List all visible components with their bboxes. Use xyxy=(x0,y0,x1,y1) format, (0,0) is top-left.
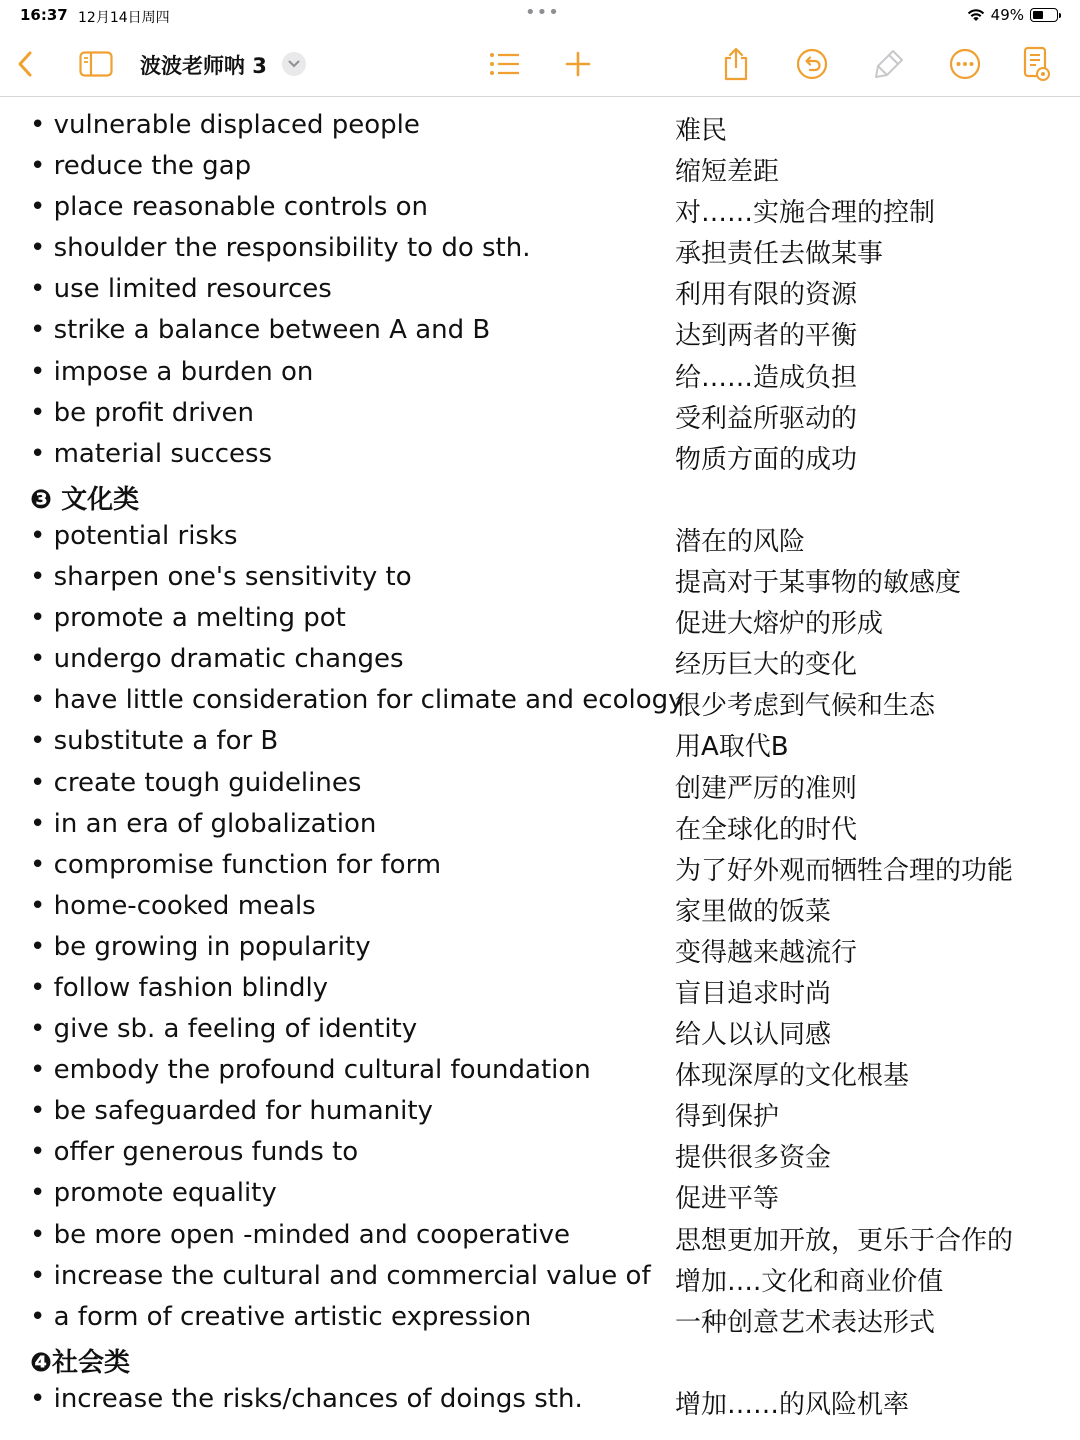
wifi-icon xyxy=(967,8,985,22)
chinese-translation: 得到保护 xyxy=(675,1102,780,1133)
vocab-row xyxy=(0,887,1080,928)
undo-icon[interactable] xyxy=(792,44,832,84)
english-phrase: • a form of creative artistic expression xyxy=(30,1301,532,1332)
chinese-translation: 家里做的饭菜 xyxy=(675,896,832,927)
chinese-translation: 缩短差距 xyxy=(675,157,780,188)
chinese-translation: 促进平等 xyxy=(675,1184,780,1215)
english-phrase: • be growing in popularity xyxy=(30,931,371,962)
vocab-row xyxy=(0,394,1080,435)
back-chevron-icon[interactable] xyxy=(6,44,46,84)
english-phrase: • be more open -minded and cooperative xyxy=(30,1219,571,1250)
chinese-translation: 在全球化的时代 xyxy=(675,814,858,845)
english-phrase: • home-cooked meals xyxy=(30,890,316,921)
vocab-row xyxy=(0,1174,1080,1215)
chinese-translation: 为了好外观而牺牲合理的功能 xyxy=(675,855,1014,886)
chinese-translation: 体现深厚的文化根基 xyxy=(675,1061,910,1092)
chinese-translation: 促进大熔炉的形成 xyxy=(675,609,884,640)
multitasking-dots-icon[interactable]: ••• xyxy=(525,2,560,23)
english-phrase: • give sb. a feeling of identity xyxy=(30,1014,418,1045)
english-phrase: • substitute a for B xyxy=(30,726,279,757)
chinese-translation: 盲目追求时尚 xyxy=(675,978,832,1009)
chinese-translation: 增加……的风险机率 xyxy=(675,1389,910,1420)
chinese-translation: 经历巨大的变化 xyxy=(675,650,858,681)
vocab-row xyxy=(0,722,1080,763)
chinese-translation: 给……造成负担 xyxy=(675,362,858,393)
vocab-row xyxy=(0,1380,1080,1421)
vocab-row xyxy=(0,106,1080,147)
chinese-translation: 思想更加开放，更乐于合作的 xyxy=(675,1225,1014,1256)
status-bar xyxy=(0,0,1080,32)
share-icon[interactable] xyxy=(716,44,756,84)
chinese-translation: 达到两者的平衡 xyxy=(675,321,858,352)
vocab-row xyxy=(0,1298,1080,1339)
english-phrase: • strike a balance between A and B xyxy=(30,315,491,346)
vocab-row xyxy=(0,311,1080,352)
vocab-row xyxy=(0,1051,1080,1092)
english-phrase: • impose a burden on xyxy=(30,356,314,387)
chinese-translation: 提供很多资金 xyxy=(675,1143,832,1174)
more-icon[interactable] xyxy=(945,44,985,84)
english-phrase: • potential risks xyxy=(30,520,238,551)
battery-percent: 49% xyxy=(990,6,1024,24)
vocab-row xyxy=(0,846,1080,887)
document-title[interactable]: 波波老师呐 3 xyxy=(140,54,267,78)
chinese-translation: 承担责任去做某事 xyxy=(675,239,884,270)
vocab-row xyxy=(0,1010,1080,1051)
notes-toolbar xyxy=(0,32,1080,97)
vocab-row xyxy=(0,1133,1080,1174)
english-phrase: • have little consideration for climate and ecology xyxy=(30,685,684,716)
vocab-row xyxy=(0,764,1080,805)
english-phrase: • undergo dramatic changes xyxy=(30,644,404,675)
chinese-translation: 难民 xyxy=(675,116,728,146)
plus-icon[interactable] xyxy=(558,44,598,84)
vocab-row xyxy=(0,1216,1080,1257)
english-phrase: • be safeguarded for humanity xyxy=(30,1096,433,1127)
english-phrase: • shoulder the responsibility to do sth. xyxy=(30,233,531,264)
chinese-translation: 受利益所驱动的 xyxy=(675,403,858,434)
english-phrase: • material success xyxy=(30,438,273,469)
english-phrase: • compromise function for form xyxy=(30,849,442,880)
english-phrase: • vulnerable displaced people xyxy=(30,110,420,140)
chinese-translation: 给人以认同感 xyxy=(675,1020,832,1051)
status-indicators xyxy=(967,6,1058,24)
chevron-down-icon[interactable] xyxy=(282,52,306,76)
vocab-row xyxy=(0,599,1080,640)
english-phrase: • promote equality xyxy=(30,1178,277,1209)
vocab-row xyxy=(0,1257,1080,1298)
section-heading: ❸ 文化类 xyxy=(30,484,140,515)
chinese-translation: 变得越来越流行 xyxy=(675,937,858,968)
english-phrase: • follow fashion blindly xyxy=(30,972,329,1003)
chinese-translation: 创建严厉的准则 xyxy=(675,773,858,804)
vocab-row xyxy=(0,681,1080,722)
vocab-row xyxy=(0,640,1080,681)
status-date: 12月14日周四 xyxy=(78,10,170,26)
chinese-translation: 用A取代B xyxy=(675,732,789,763)
chinese-translation: 提高对于某事物的敏感度 xyxy=(675,568,962,599)
vocab-row xyxy=(0,558,1080,599)
section-heading: ❹社会类 xyxy=(30,1347,131,1378)
status-time: 16:37 xyxy=(20,6,68,24)
vocab-row xyxy=(0,229,1080,270)
section-heading-row xyxy=(0,476,1080,517)
english-phrase: • create tough guidelines xyxy=(30,767,362,798)
list-icon[interactable] xyxy=(485,44,525,84)
vocab-row xyxy=(0,928,1080,969)
vocab-row xyxy=(0,353,1080,394)
english-phrase: • be profit driven xyxy=(30,397,255,428)
vocab-row xyxy=(0,805,1080,846)
vocab-row xyxy=(0,270,1080,311)
chinese-translation: 潜在的风险 xyxy=(675,526,806,557)
english-phrase: • increase the risks/chances of doings sth. xyxy=(30,1383,583,1414)
vocab-row xyxy=(0,435,1080,476)
battery-level-fill xyxy=(1033,11,1043,19)
chinese-translation: 一种创意艺术表达形式 xyxy=(675,1307,936,1338)
markup-pen-icon[interactable] xyxy=(869,44,909,84)
vocab-row xyxy=(0,1092,1080,1133)
english-phrase: • increase the cultural and commercial value of xyxy=(30,1260,651,1291)
english-phrase: • reduce the gap xyxy=(30,151,252,182)
note-content[interactable] xyxy=(0,106,1080,1421)
vocab-row xyxy=(0,147,1080,188)
vocab-row xyxy=(0,517,1080,558)
english-phrase: • sharpen one's sensitivity to xyxy=(30,562,412,593)
vocab-row xyxy=(0,969,1080,1010)
chinese-translation: 物质方面的成功 xyxy=(675,444,858,475)
english-phrase: • use limited resources xyxy=(30,274,332,305)
section-heading-row xyxy=(0,1339,1080,1380)
chinese-translation: 很少考虑到气候和生态 xyxy=(675,691,936,722)
chinese-translation: 增加….文化和商业价值 xyxy=(675,1266,944,1297)
vocab-row xyxy=(0,188,1080,229)
english-phrase: • place reasonable controls on xyxy=(30,192,429,223)
english-phrase: • in an era of globalization xyxy=(30,808,377,839)
chinese-translation: 利用有限的资源 xyxy=(675,280,858,311)
sidebar-icon[interactable] xyxy=(76,44,116,84)
english-phrase: • promote a melting pot xyxy=(30,603,346,634)
chinese-translation: 对……实施合理的控制 xyxy=(675,198,936,229)
battery-icon xyxy=(1030,8,1058,22)
document-view-icon[interactable] xyxy=(1017,44,1057,84)
english-phrase: • embody the profound cultural foundation xyxy=(30,1055,591,1086)
english-phrase: • offer generous funds to xyxy=(30,1137,359,1168)
